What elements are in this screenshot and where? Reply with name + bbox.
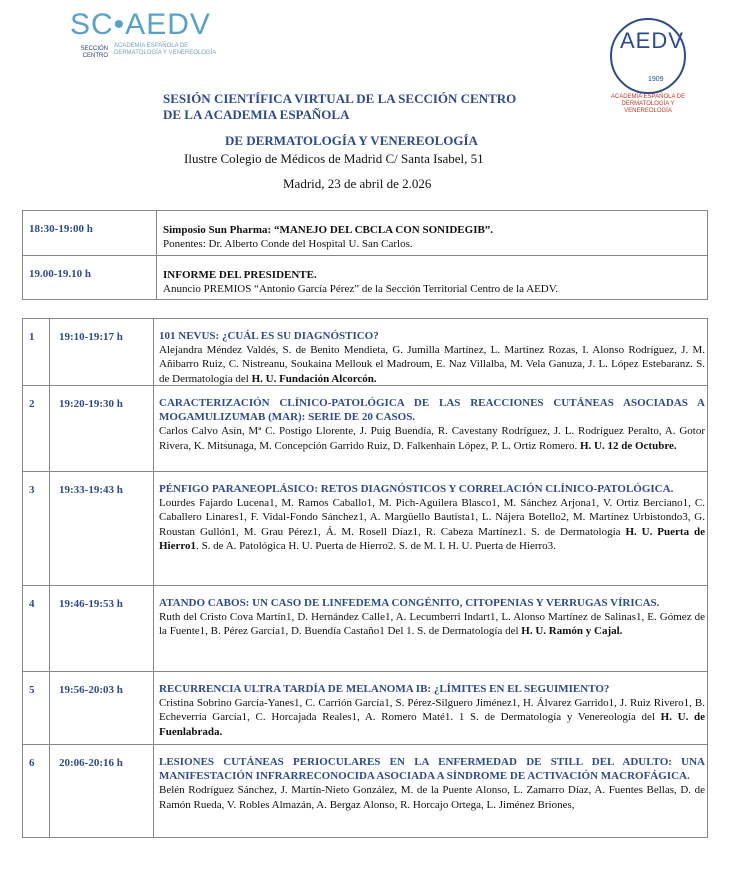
presentation-title: 101 NEVUS: ¿CUÁL ES SU DIAGNÓSTICO? (159, 330, 379, 342)
seccion-centro-label: SECCIÓN CENTRO (80, 46, 108, 59)
presentation-institution: H. U. Puerta de Hierro1 (159, 525, 705, 552)
presentation-title: CARACTERIZACIÓN CLÍNICO-PATOLÓGICA DE LAS REACCIONES CUTÁNEAS ASOCIADAS A MOGAMULIZUMAB (MAR): SERIE DE 20 CASOS. (159, 397, 705, 424)
presentation-row (23, 586, 707, 672)
session-title-line1: SESIÓN CIENTÍFICA VIRTUAL DE LA SECCIÓN CENTRO (163, 91, 517, 106)
intro-time: 19.00-19.10 h (29, 268, 92, 280)
presentation-time: 19:20-19:30 h (59, 398, 123, 410)
presentation-content (159, 396, 705, 453)
presentation-institution: H. U. Ramón y Cajal. (521, 625, 623, 638)
intro-detail: Ponentes: Dr. Alberto Conde del Hospital U. San Carlos. (163, 238, 413, 250)
presentation-row (23, 745, 707, 838)
session-title-line2: DE LA ACADEMIA ESPAÑOLA (163, 107, 350, 122)
presentation-time: 19:56-20:03 h (59, 684, 123, 696)
session-title-line3: DE DERMATOLOGÍA Y VENEREOLOGÍA (225, 133, 478, 148)
presentation-row (23, 319, 707, 386)
intro-title: INFORME DEL PRESIDENTE. (163, 269, 317, 281)
presentation-authors: Ruth del Cristo Cova Martín1, D. Hernández Calle1, A. Lecumberri Indart1, L. Alonso Martínez de Salinas1, E. Gómez de la Fuente1, B. Pérez García1, D. Buendía Castaño1 Del 1. S. de Dermatología del (159, 611, 705, 638)
presentation-title: ATANDO CABOS: UN CASO DE LINFEDEMA CONGÉNITO, CITOPENIAS Y VERRUGAS VÍRICAS. (159, 597, 660, 609)
intro-content (163, 223, 703, 251)
presentation-authors: Carlos Calvo Asín, Mª C. Postigo Llorente, J. Puig Buendía, R. Cavestany Rodríguez, J. L. Rodríguez Peralto, A. Gotor Rivera, K. Mitsunaga, M. Concepción Garrido Ruiz, D. Falkenhain López, P. L. Ortiz Romero. (159, 425, 705, 452)
presentation-number: 5 (29, 684, 35, 696)
sc-aedv-logo-text: SC•AEDV (70, 8, 211, 41)
session-date: Madrid, 23 de abril de 2.026 (283, 176, 432, 191)
venue: Ilustre Colegio de Médicos de Madrid C/ Santa Isabel, 51 (184, 151, 484, 166)
presentation-institution: H. U. Fundación Alcorcón. (251, 372, 377, 385)
intro-content (163, 268, 703, 296)
presentation-authors: Lourdes Fajardo Lucena1, M. Ramos Caballo1, M. Pich-Aguilera Blasco1, M. Sánchez Arjona1, V. Ortiz Berciano1, C. Caballero Linares1, F. Vidal-Fondo Sánchez1, A. Margüello Bautista1, L. Nájera Botello2, M. Martínez Urbistondo3, G. Roustan Gullón1, M. Grau Pérez1, Á. M. Rosell Díaz1, R. Cabeza Martínez1. S. de Dermatología (159, 497, 705, 538)
presentation-time: 19:10-19:17 h (59, 331, 123, 343)
presentation-time: 20:06-20:16 h (59, 757, 123, 769)
presentation-number: 4 (29, 598, 35, 610)
sc-aedv-logo (58, 10, 228, 65)
intro-detail: Anuncio PREMIOS “Antonio García Pérez” de la Sección Territorial Centro de la AEDV. (163, 283, 559, 295)
presentation-authors: Cristina Sobrino García-Yanes1, C. Carrión García1, S. Pérez-Silguero Jiménez1, H. Álvarez Garrido1, J. Ruiz Rivero1, B. Echeverría García1, C. Horcajada Reales1, A. Romero Maté1. 1 S. de Dermatología y Venereología del (159, 697, 705, 724)
presentation-authors: Alejandra Méndez Valdés, S. de Benito Mendieta, G. Jumilla Martínez, L. Martínez Rozas, I. Alonso Rodríguez, J. M. Añibarro Ruiz, C. Nistreanu, Soukaina Mellouk el Madroum, E. Naz Villalba, M. Vela Ganuza, J. L. López Estebaranz. S. de Dermatología del (159, 344, 705, 385)
presentation-row (23, 472, 707, 586)
presentation-row (23, 672, 707, 745)
presentation-row (23, 386, 707, 472)
aedv-seal-letters: AEDV (620, 28, 684, 53)
presentation-time: 19:33-19:43 h (59, 484, 123, 496)
aedv-seal-year: 1909 (648, 76, 664, 83)
presentation-content (159, 755, 705, 812)
intro-time: 18:30-19:00 h (29, 223, 93, 235)
presentation-content (159, 482, 705, 553)
presentations-table (22, 318, 708, 838)
presentation-title: PÉNFIGO PARANEOPLÁSICO: RETOS DIAGNÓSTICOS Y CORRELACIÓN CLÍNICO-PATOLÓGICA. (159, 483, 674, 495)
presentation-content (159, 596, 705, 639)
presentation-institution: H. U. de Fuenlabrada. (159, 711, 706, 738)
presentation-authors: Belén Rodríguez Sánchez, J. Martín-Nieto González, M. de la Puente Alonso, L. Zamarro Díaz, A. Fuentes Bellas, D. de Ramón Rueda, V. Robles Almazán, A. Bergaz Alonso, R. Horcajo Ortega, L. Jiménez Briones, (159, 784, 705, 811)
intro-row (23, 256, 707, 300)
presentation-content (159, 329, 705, 386)
aedv-seal-label: ACADEMIA ESPAÑOLA DE DERMATOLOGÍA Y VENEREOLOGÍA (610, 94, 686, 114)
presentation-number: 6 (29, 757, 35, 769)
presentation-number: 3 (29, 484, 35, 496)
presentation-institution: H. U. 12 de Octubre. (579, 439, 677, 452)
academia-label: ACADEMIA ESPAÑOLA DE DERMATOLOGÍA Y VENEREOLOGÍA (114, 43, 217, 56)
intro-title: Simposio Sun Pharma: “MANEJO DEL CBCLA CON SONIDEGIB”. (163, 224, 494, 236)
presentation-affiliations: . S. de A. Patológica H. U. Puerta de Hierro2. S. de M. I. H. U. Puerta de Hierro3. (196, 539, 556, 552)
presentation-number: 2 (29, 398, 35, 410)
presentation-number: 1 (29, 331, 35, 343)
intro-row (23, 211, 707, 256)
presentation-time: 19:46-19:53 h (59, 598, 123, 610)
intro-table (22, 210, 708, 300)
presentation-title: RECURRENCIA ULTRA TARDÍA DE MELANOMA IB: ¿LÍMITES EN EL SEGUIMIENTO? (159, 683, 610, 695)
aedv-logo (606, 18, 706, 118)
presentation-content (159, 682, 705, 739)
presentation-title: LESIONES CUTÁNEAS PERIOCULARES EN LA ENFERMEDAD DE STILL DEL ADULTO: UNA MANIFESTACIÓN INFRARRECONOCIDA ASOCIADA A SÍNDROME DE ACTIVACIÓN MACROFÁGICA. (159, 756, 705, 783)
